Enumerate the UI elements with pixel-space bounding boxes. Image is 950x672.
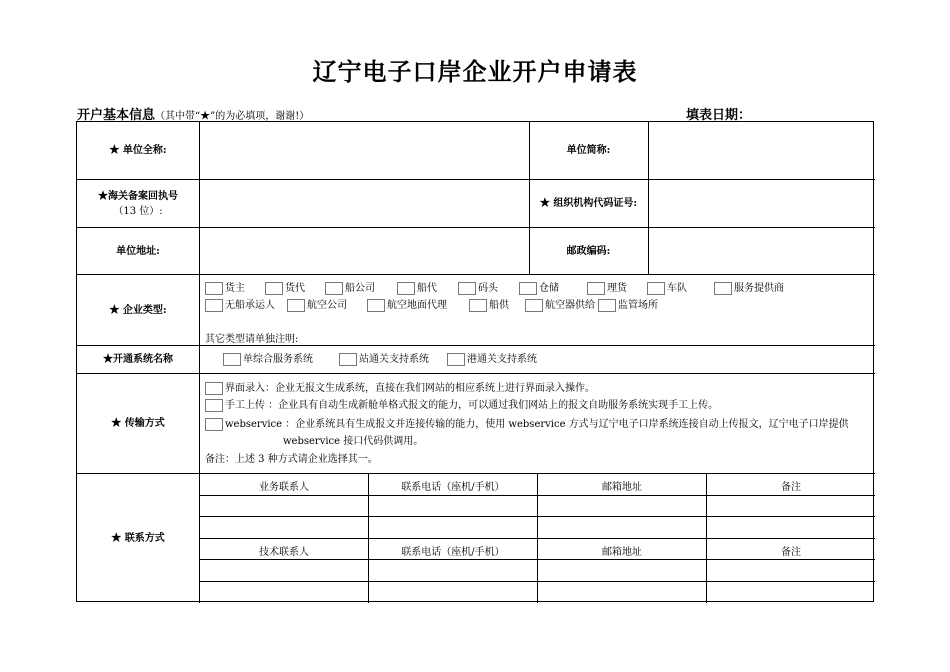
transmission-label: ★ 传输方式 xyxy=(111,418,165,429)
checkbox[interactable] xyxy=(205,399,223,412)
unit-full-name-field[interactable] xyxy=(200,122,529,179)
customs-receipt-label: ★海关备案回执号 （13 位）: xyxy=(98,190,178,217)
transmission-option-interface[interactable]: 界面录入：企业无报文生成系统，直接在我们网站的相应系统上进行界面录入操作。 xyxy=(205,379,595,395)
enterprise-type-label: ★ 企业类型: xyxy=(109,304,167,316)
transmission-webservice-cont: webservice 接口代码供调用。 xyxy=(283,436,424,447)
type-option-airline[interactable]: 航空公司 xyxy=(287,296,347,312)
system-option-1[interactable]: 单综合服务系统 xyxy=(223,350,313,366)
type-option-tally[interactable]: 理货 xyxy=(587,279,627,295)
type-option-ground-handler[interactable]: 航空地面代理 xyxy=(367,296,447,312)
business-email-header: 邮箱地址 xyxy=(602,482,642,493)
org-code-label: ★ 组织机构代码证号: xyxy=(539,198,638,209)
postal-code-label: 邮政编码: xyxy=(566,245,611,257)
tech-remark-header: 备注 xyxy=(781,547,801,558)
application-form-table xyxy=(76,121,874,602)
checkbox[interactable] xyxy=(223,353,241,366)
checkbox[interactable] xyxy=(469,299,487,312)
checkbox[interactable] xyxy=(647,282,665,295)
checkbox[interactable] xyxy=(367,299,385,312)
checkbox[interactable] xyxy=(325,282,343,295)
type-option-ship-supply[interactable]: 船供 xyxy=(469,296,509,312)
transmission-remark: 备注：上述 3 种方式请企业选择其一。 xyxy=(205,454,378,465)
type-option-cargo-owner[interactable]: 货主 xyxy=(205,279,245,295)
open-system-label: ★开通系统名称 xyxy=(103,354,173,365)
transmission-option-webservice[interactable]: webservice ：企业系统具有生成报文并连接传输的能力，使用 webservice 方式与辽宁电子口岸系统连接自动上传报文，辽宁电子口岸提供 xyxy=(205,415,849,431)
type-option-supervision-site[interactable]: 监管场所 xyxy=(598,296,658,312)
checkbox[interactable] xyxy=(519,282,537,295)
tech-contact-header: 技术联系人 xyxy=(259,547,309,558)
checkbox[interactable] xyxy=(447,353,465,366)
fill-date-label: 填表日期： xyxy=(686,108,752,123)
type-option-aircraft-supply[interactable]: 航空器供给 xyxy=(525,296,595,312)
checkbox[interactable] xyxy=(205,418,223,431)
unit-short-name-field[interactable] xyxy=(649,122,875,179)
type-option-shipping-company[interactable]: 船公司 xyxy=(325,279,375,295)
type-option-service-provider[interactable]: 服务提供商 xyxy=(714,279,784,295)
checkbox[interactable] xyxy=(397,282,415,295)
checkbox[interactable] xyxy=(598,299,616,312)
checkbox[interactable] xyxy=(339,353,357,366)
business-remark-header: 备注 xyxy=(781,482,801,493)
system-option-3[interactable]: 港通关支持系统 xyxy=(447,350,537,366)
checkbox[interactable] xyxy=(525,299,543,312)
tech-email-header: 邮箱地址 xyxy=(602,547,642,558)
section-note: （其中带“★”的为必填项，谢谢!） xyxy=(155,111,310,122)
type-option-shipping-agent[interactable]: 船代 xyxy=(397,279,437,295)
checkbox[interactable] xyxy=(458,282,476,295)
checkbox[interactable] xyxy=(587,282,605,295)
checkbox[interactable] xyxy=(287,299,305,312)
business-contact-header: 业务联系人 xyxy=(259,482,309,493)
form-title: 辽宁电子口岸企业开户申请表 xyxy=(312,57,638,86)
type-option-warehouse[interactable]: 仓储 xyxy=(519,279,559,295)
checkbox[interactable] xyxy=(714,282,732,295)
unit-address-field[interactable] xyxy=(200,228,529,274)
org-code-field[interactable] xyxy=(649,180,875,227)
checkbox[interactable] xyxy=(205,282,223,295)
type-option-nvocc[interactable]: 无船承运人 xyxy=(205,296,275,312)
checkbox[interactable] xyxy=(205,299,223,312)
system-option-2[interactable]: 站通关支持系统 xyxy=(339,350,429,366)
checkbox[interactable] xyxy=(265,282,283,295)
postal-code-field[interactable] xyxy=(649,228,875,274)
type-option-fleet[interactable]: 车队 xyxy=(647,279,687,295)
section-title: 开户基本信息（其中带“★”的为必填项，谢谢!） xyxy=(77,108,310,123)
business-phone-header: 联系电话（座机/手机） xyxy=(401,482,505,493)
checkbox[interactable] xyxy=(205,382,223,395)
unit-short-name-label: 单位简称: xyxy=(566,145,611,156)
type-option-forwarder[interactable]: 货代 xyxy=(265,279,305,295)
transmission-option-manual[interactable]: 手工上传 ：企业具有自动生成新舱单格式报文的能力，可以通过我们网站上的报文自助服务系统实现手工上传。 xyxy=(205,396,718,412)
type-option-terminal[interactable]: 码头 xyxy=(458,279,498,295)
other-type-note: 其它类型请单独注明: xyxy=(205,334,299,345)
contact-label: ★ 联系方式 xyxy=(111,533,165,544)
customs-receipt-field[interactable] xyxy=(200,180,529,227)
unit-full-name-label: ★ 单位全称: xyxy=(109,145,167,156)
tech-phone-header: 联系电话（座机/手机） xyxy=(401,547,505,558)
unit-address-label: 单位地址: xyxy=(116,245,160,257)
